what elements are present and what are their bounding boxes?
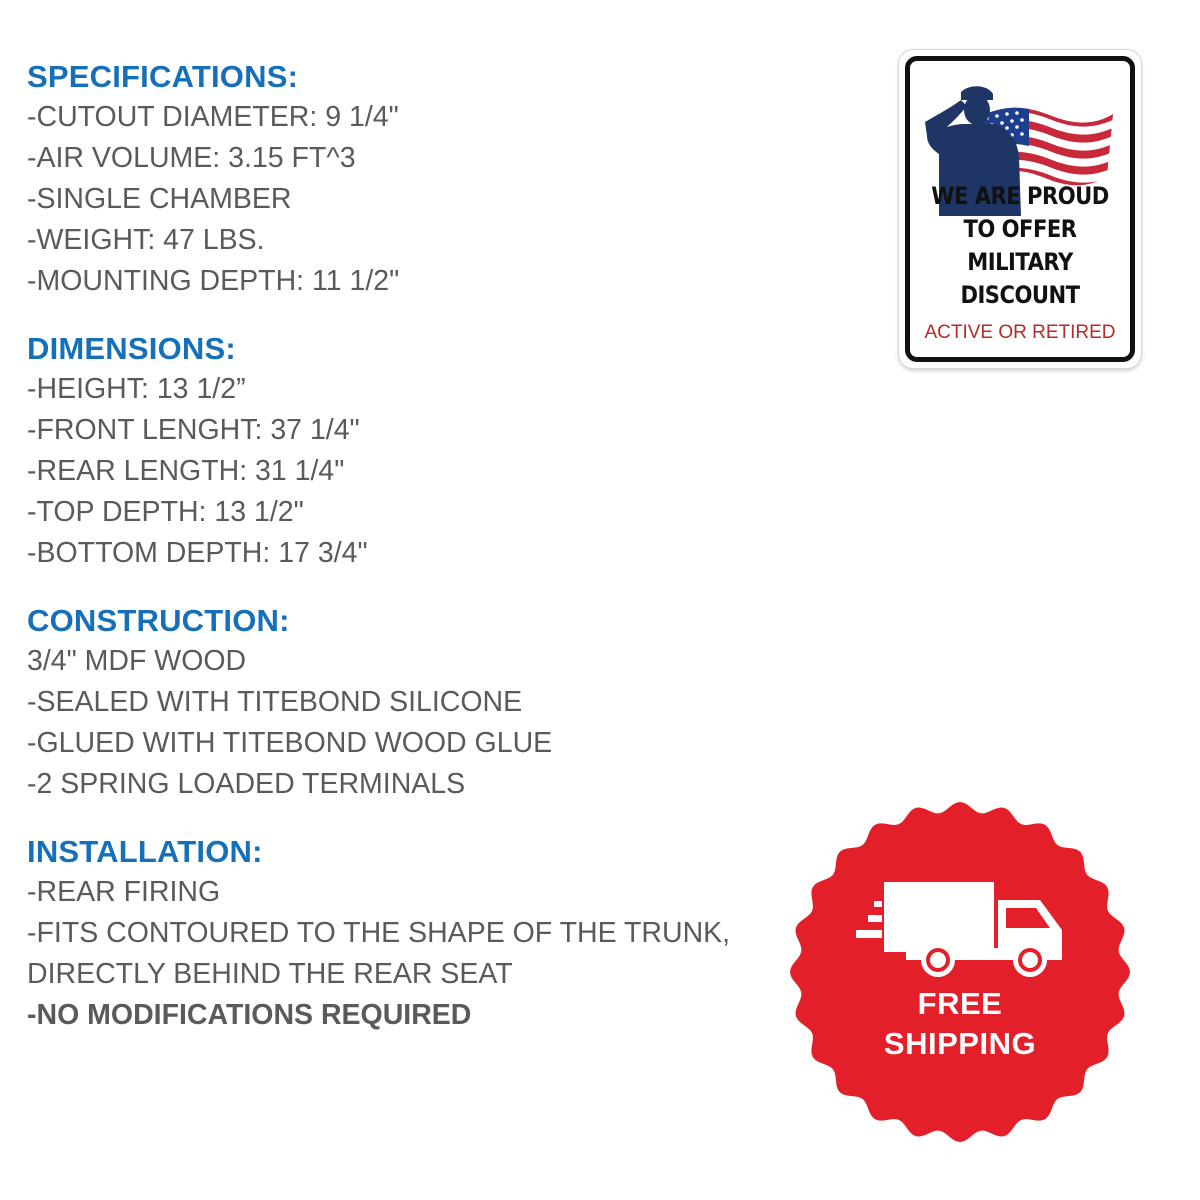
spec-item: -CUTOUT DIAMETER: 9 1/4" — [27, 101, 399, 133]
spec-item: DIRECTLY BEHIND THE REAR SEAT — [27, 958, 513, 990]
spec-item: -WEIGHT: 47 LBS. — [27, 224, 265, 256]
spec-item: -MOUNTING DEPTH: 11 1/2" — [27, 265, 400, 297]
spec-sheet — [27, 56, 787, 1062]
spec-item: -TOP DEPTH: 13 1/2" — [27, 496, 304, 528]
spec-item: -SEALED WITH TITEBOND SILICONE — [27, 686, 523, 718]
section-installation — [27, 831, 787, 1036]
section-dimensions — [27, 328, 787, 574]
sign-text-line: DISCOUNT — [960, 281, 1080, 309]
military-discount-sign — [899, 50, 1141, 368]
sign-subline: ACTIVE OR RETIRED — [924, 322, 1116, 343]
sign-text-line: TO OFFER — [963, 215, 1077, 243]
spec-item: -BOTTOM DEPTH: 17 3/4" — [27, 537, 368, 569]
spec-item: -HEIGHT: 13 1/2” — [27, 373, 246, 405]
badge-text-line: SHIPPING — [883, 1026, 1037, 1061]
section-heading: SPECIFICATIONS: — [27, 59, 299, 94]
sign-text-line: WE ARE PROUD — [931, 182, 1109, 210]
badge-text-line: FREE — [917, 986, 1003, 1021]
spec-item: -GLUED WITH TITEBOND WOOD GLUE — [27, 727, 553, 759]
spec-item: -FITS CONTOURED TO THE SHAPE OF THE TRUNK, — [27, 917, 731, 949]
section-specifications — [27, 56, 787, 302]
spec-item: -REAR LENGTH: 31 1/4" — [27, 455, 345, 487]
spec-item: -FRONT LENGHT: 37 1/4" — [27, 414, 360, 446]
scalloped-badge-shape — [790, 802, 1130, 1142]
spec-item: 3/4" MDF WOOD — [27, 645, 247, 677]
section-heading: DIMENSIONS: — [27, 331, 236, 366]
free-shipping-badge — [788, 800, 1132, 1144]
spec-item-emphasis: -NO MODIFICATIONS REQUIRED — [27, 999, 472, 1031]
spec-item: -REAR FIRING — [27, 876, 221, 908]
spec-item: -SINGLE CHAMBER — [27, 183, 292, 215]
section-heading: INSTALLATION: — [27, 834, 263, 869]
section-heading: CONSTRUCTION: — [27, 603, 290, 638]
spec-item: -AIR VOLUME: 3.15 FT^3 — [27, 142, 356, 174]
sign-text-line: MILITARY — [967, 248, 1073, 276]
spec-item: -2 SPRING LOADED TERMINALS — [27, 768, 466, 800]
section-construction — [27, 600, 787, 805]
